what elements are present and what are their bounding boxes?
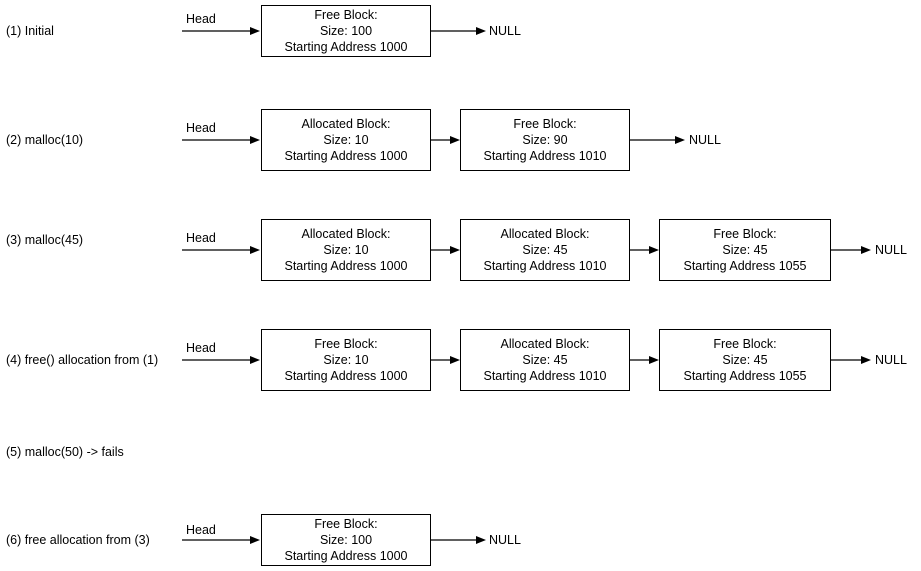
block-size: Size: 10 [323, 243, 369, 257]
block-address: Starting Address 1000 [284, 40, 408, 54]
block-size: Size: 45 [522, 353, 568, 367]
head-arrow-1 [182, 25, 260, 37]
block-size: Size: 45 [522, 243, 568, 257]
null-label-3: NULL [875, 243, 907, 257]
block-address: Starting Address 1010 [483, 369, 607, 383]
null-label-6: NULL [489, 533, 521, 547]
head-arrow-6 [182, 534, 260, 546]
block-size: Size: 100 [319, 24, 373, 38]
block-1-1 [261, 5, 431, 57]
link-arrow-4-1 [431, 354, 460, 366]
block-type: Free Block: [314, 517, 378, 531]
block-address: Starting Address 1010 [483, 149, 607, 163]
block-address: Starting Address 1000 [284, 259, 408, 273]
block-type: Allocated Block: [301, 117, 391, 131]
block-size: Size: 10 [323, 353, 369, 367]
block-type: Free Block: [314, 337, 378, 351]
head-arrow-3 [182, 244, 260, 256]
row-label-4: (4) free() allocation from (1) [6, 353, 159, 367]
row-label-3: (3) malloc(45) [6, 233, 84, 247]
block-address: Starting Address 1000 [284, 149, 408, 163]
block-size: Size: 45 [722, 243, 768, 257]
tail-arrow-2 [630, 134, 685, 146]
block-3-1 [261, 219, 431, 281]
tail-arrow-4 [831, 354, 871, 366]
block-type: Free Block: [713, 337, 777, 351]
block-6-1 [261, 514, 431, 566]
block-type: Free Block: [513, 117, 577, 131]
block-address: Starting Address 1010 [483, 259, 607, 273]
block-type: Free Block: [314, 8, 378, 22]
block-size: Size: 10 [323, 133, 369, 147]
row-label-2: (2) malloc(10) [6, 133, 84, 147]
block-type: Allocated Block: [500, 337, 590, 351]
head-arrow-2 [182, 134, 260, 146]
tail-arrow-6 [431, 534, 486, 546]
block-3-2 [460, 219, 630, 281]
head-arrow-4 [182, 354, 260, 366]
head-label-2: Head [186, 121, 216, 135]
block-4-3 [659, 329, 831, 391]
link-arrow-4-2 [630, 354, 659, 366]
null-label-2: NULL [689, 133, 721, 147]
null-label-4: NULL [875, 353, 907, 367]
block-type: Allocated Block: [301, 227, 391, 241]
head-label-1: Head [186, 12, 216, 26]
link-arrow-3-2 [630, 244, 659, 256]
head-label-3: Head [186, 231, 216, 245]
block-type: Free Block: [713, 227, 777, 241]
block-4-2 [460, 329, 630, 391]
block-address: Starting Address 1055 [683, 369, 807, 383]
block-size: Size: 90 [522, 133, 568, 147]
block-size: Size: 100 [319, 533, 373, 547]
head-label-4: Head [186, 341, 216, 355]
link-arrow-2-1 [431, 134, 460, 146]
block-address: Starting Address 1000 [284, 369, 408, 383]
null-label-1: NULL [489, 24, 521, 38]
row-label-5: (5) malloc(50) -> fails [6, 445, 124, 459]
head-label-6: Head [186, 523, 216, 537]
block-2-1 [261, 109, 431, 171]
block-size: Size: 45 [722, 353, 768, 367]
block-type: Allocated Block: [500, 227, 590, 241]
tail-arrow-3 [831, 244, 871, 256]
link-arrow-3-1 [431, 244, 460, 256]
block-4-1 [261, 329, 431, 391]
block-address: Starting Address 1055 [683, 259, 807, 273]
block-2-2 [460, 109, 630, 171]
block-3-3 [659, 219, 831, 281]
row-label-6: (6) free allocation from (3) [6, 533, 150, 547]
block-address: Starting Address 1000 [284, 549, 408, 563]
row-label-1: (1) Initial [6, 24, 54, 38]
tail-arrow-1 [431, 25, 486, 37]
